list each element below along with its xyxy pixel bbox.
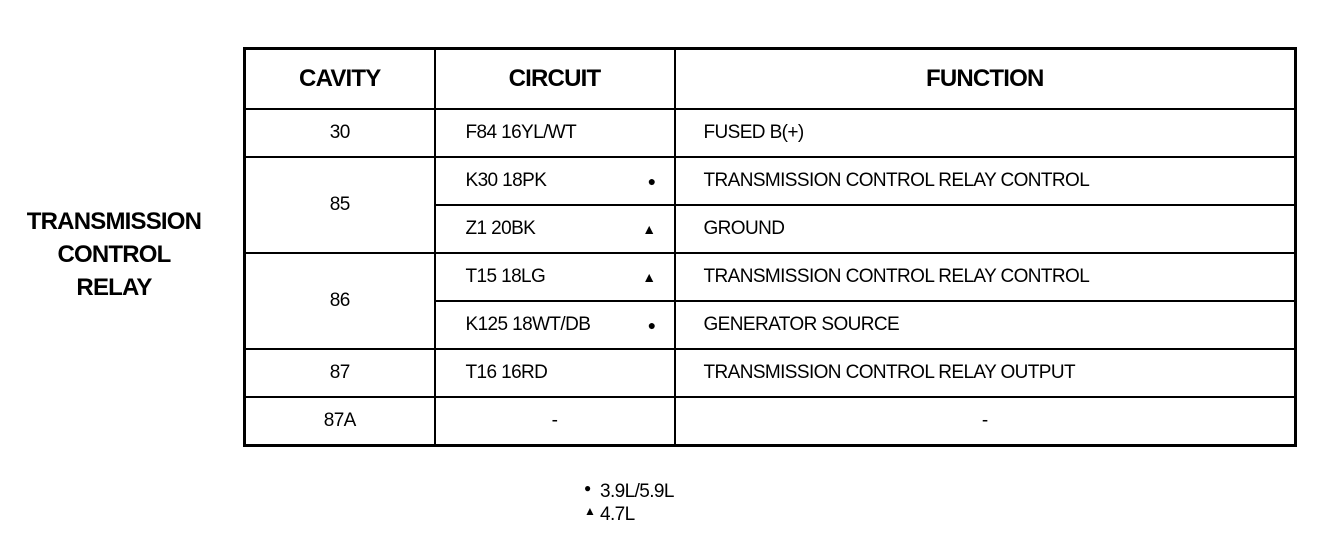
- circuit-text: K30 18PK: [465, 170, 547, 191]
- cavity-cell: 30: [245, 109, 435, 157]
- cavity-cell: 86: [245, 253, 435, 349]
- dot-marker-icon: ●: [584, 481, 591, 495]
- triangle-marker-icon: ▲: [642, 269, 656, 285]
- circuit-text: K125 18WT/DB: [465, 314, 591, 335]
- cavity-cell: 85: [245, 157, 435, 253]
- function-cell: GENERATOR SOURCE: [675, 301, 1296, 349]
- component-label-line: CONTROL: [57, 241, 171, 268]
- function-cell: GROUND: [675, 205, 1296, 253]
- function-cell: FUSED B(+): [675, 109, 1296, 157]
- legend-label: 4.7L: [600, 504, 635, 525]
- legend-item: [584, 503, 674, 526]
- legend-item: [584, 480, 674, 503]
- table-row: [245, 397, 1296, 446]
- circuit-cell: [435, 349, 675, 397]
- circuit-text: T15 18LG: [465, 266, 546, 287]
- function-cell: TRANSMISSION CONTROL RELAY CONTROL: [675, 157, 1296, 205]
- cavity-cell: 87: [245, 349, 435, 397]
- triangle-marker-icon: ▲: [642, 221, 656, 237]
- circuit-cell: [435, 157, 675, 205]
- header-cavity: CAVITY: [245, 49, 435, 110]
- connector-pinout-table: [243, 47, 1297, 447]
- circuit-cell: [435, 253, 675, 301]
- function-cell: TRANSMISSION CONTROL RELAY CONTROL: [675, 253, 1296, 301]
- table-header-row: [245, 49, 1296, 110]
- triangle-marker-icon: ▲: [584, 504, 596, 518]
- header-function: FUNCTION: [675, 49, 1296, 110]
- circuit-cell: [435, 205, 675, 253]
- component-label-line: RELAY: [76, 274, 152, 301]
- table-row: [245, 157, 1296, 205]
- header-circuit: CIRCUIT: [435, 49, 675, 110]
- engine-legend: [584, 480, 674, 526]
- dot-marker-icon: ●: [647, 317, 656, 333]
- function-cell: -: [675, 397, 1296, 446]
- component-label: [14, 205, 214, 304]
- table-row: [245, 253, 1296, 301]
- circuit-cell: -: [435, 397, 675, 446]
- table-row: [245, 109, 1296, 157]
- cavity-cell: 87A: [245, 397, 435, 446]
- legend-label: 3.9L/5.9L: [600, 481, 674, 502]
- circuit-text: T16 16RD: [465, 362, 548, 383]
- circuit-text: F84 16YL/WT: [465, 122, 577, 143]
- circuit-text: Z1 20BK: [465, 218, 536, 239]
- table-row: [245, 349, 1296, 397]
- circuit-cell: [435, 109, 675, 157]
- function-cell: TRANSMISSION CONTROL RELAY OUTPUT: [675, 349, 1296, 397]
- dot-marker-icon: ●: [647, 173, 656, 189]
- circuit-cell: [435, 301, 675, 349]
- component-label-line: TRANSMISSION: [26, 208, 202, 235]
